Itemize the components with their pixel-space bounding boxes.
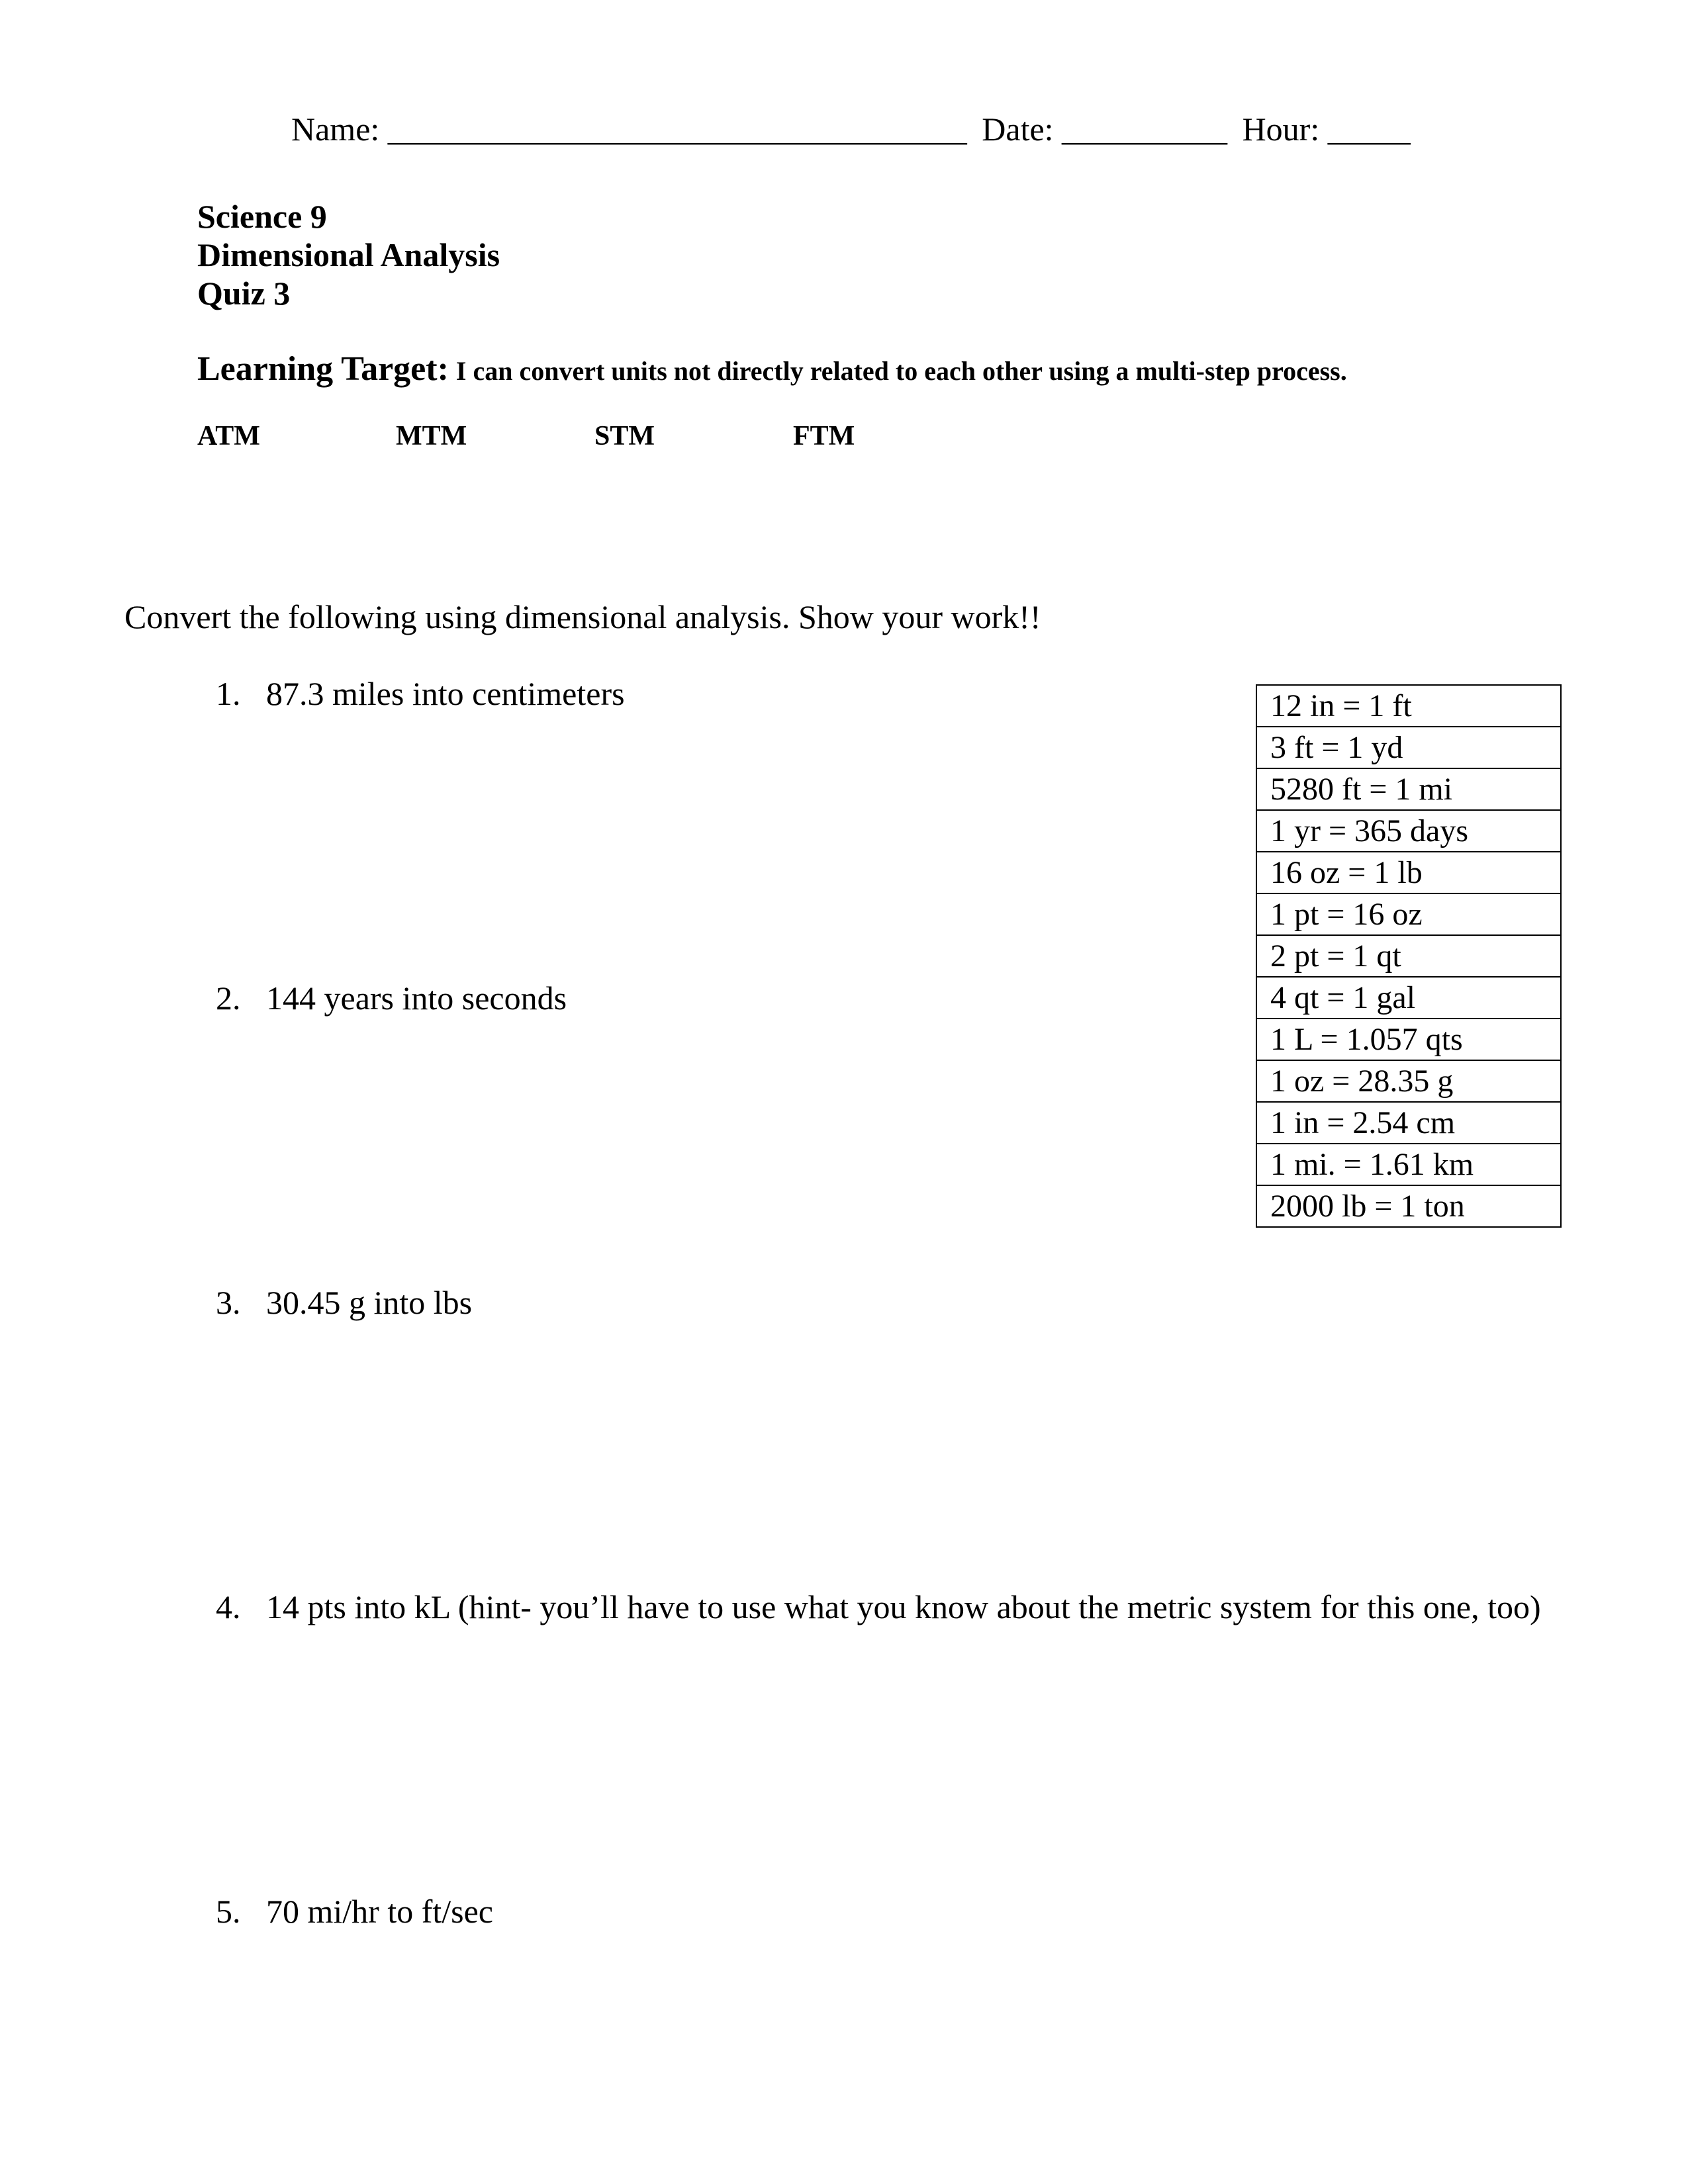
question-number: 4. [216, 1588, 241, 1625]
name-field[interactable]: Name: ___________________________________ [291, 111, 967, 148]
conversion-cell: 1 in = 2.54 cm [1256, 1102, 1561, 1144]
table-row [1256, 768, 1561, 810]
date-field[interactable]: Date: __________ [982, 111, 1228, 148]
question-text: 87.3 miles into centimeters [266, 675, 625, 712]
table-row [1256, 893, 1561, 935]
table-row [1256, 1185, 1561, 1227]
question-number: 3. [216, 1284, 241, 1321]
table-row [1256, 1144, 1561, 1185]
conversion-cell: 1 yr = 365 days [1256, 810, 1561, 852]
question-number: 2. [216, 979, 241, 1017]
instructions: Convert the following using dimensional analysis. Show your work!! [124, 598, 1041, 635]
conversion-cell: 12 in = 1 ft [1256, 685, 1561, 727]
conversion-table [1256, 684, 1562, 1228]
level-stm[interactable]: STM [594, 421, 655, 451]
header-line [291, 106, 1411, 152]
conversion-cell: 1 L = 1.057 qts [1256, 1019, 1561, 1060]
topic-title: Dimensional Analysis [197, 236, 500, 273]
level-mtm[interactable]: MTM [396, 421, 467, 451]
conversion-cell: 1 mi. = 1.61 km [1256, 1144, 1561, 1185]
question-number: 1. [216, 675, 241, 712]
table-row [1256, 727, 1561, 768]
table-row [1256, 852, 1561, 893]
question-1 [216, 672, 625, 715]
question-text: 144 years into seconds [266, 979, 567, 1017]
table-row [1256, 810, 1561, 852]
conversion-cell: 5280 ft = 1 mi [1256, 768, 1561, 810]
table-row [1256, 685, 1561, 727]
table-row [1256, 1060, 1561, 1102]
level-atm[interactable]: ATM [197, 421, 260, 451]
conversion-cell: 4 qt = 1 gal [1256, 977, 1561, 1019]
conversion-cell: 1 oz = 28.35 g [1256, 1060, 1561, 1102]
conversion-cell: 16 oz = 1 lb [1256, 852, 1561, 893]
learning-target-label: Learning Target: [197, 350, 449, 388]
table-row [1256, 1019, 1561, 1060]
question-text: 30.45 g into lbs [266, 1284, 473, 1321]
table-row [1256, 1102, 1561, 1144]
hour-field[interactable]: Hour: _____ [1242, 111, 1411, 148]
table-row [1256, 977, 1561, 1019]
learning-target [197, 349, 1347, 391]
question-text: 70 mi/hr to ft/sec [266, 1893, 493, 1930]
conversion-cell: 1 pt = 16 oz [1256, 893, 1561, 935]
question-4 [216, 1586, 1541, 1628]
question-text: 14 pts into kL (hint- you’ll have to use what you know about the metric system for this one, too) [266, 1588, 1541, 1625]
quiz-title: Quiz 3 [197, 275, 291, 312]
question-2 [216, 977, 567, 1019]
learning-target-text: I can convert units not directly related to each other using a multi-step process. [455, 356, 1347, 386]
level-ftm[interactable]: FTM [793, 421, 855, 451]
conversion-cell: 3 ft = 1 yd [1256, 727, 1561, 768]
course-title: Science 9 [197, 198, 327, 235]
conversion-cell: 2 pt = 1 qt [1256, 935, 1561, 977]
question-number: 5. [216, 1893, 241, 1930]
question-3 [216, 1281, 472, 1324]
table-row [1256, 935, 1561, 977]
conversion-cell: 2000 lb = 1 ton [1256, 1185, 1561, 1227]
question-5 [216, 1890, 493, 1933]
